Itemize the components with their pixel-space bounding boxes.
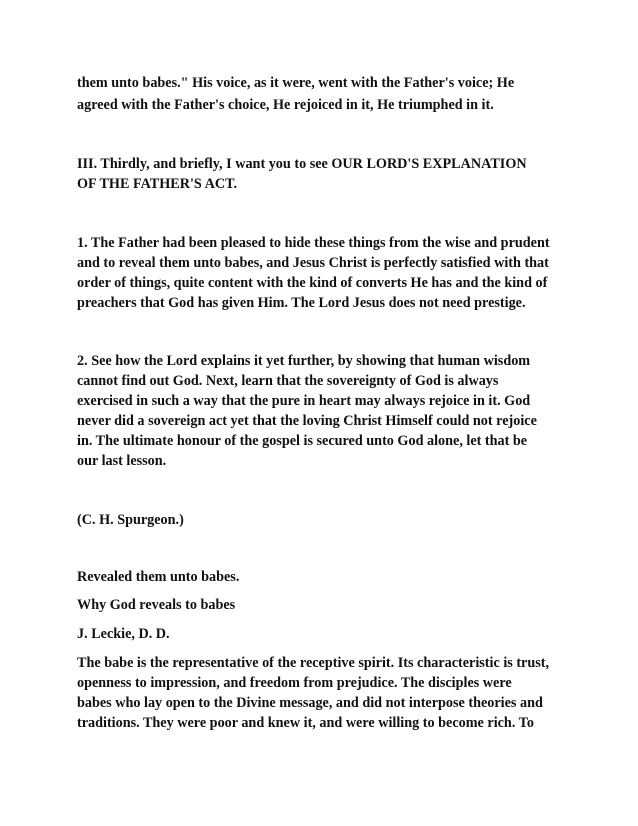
text-line: them unto babes." His voice, as it were, went with the Father's voice; He [77, 75, 515, 91]
text-line: 1. The Father had been pleased to hide these things from the wise and prudent [77, 235, 550, 251]
text-line: babes who lay open to the Divine message, and did not interpose theories and [77, 695, 543, 711]
text-line: openness to impression, and freedom from prejudice. The disciples were [77, 675, 512, 691]
text-line: agreed with the Father's choice, He rejoiced in it, He triumphed in it. [77, 97, 494, 113]
attribution: (C. H. Spurgeon.) [77, 512, 184, 528]
text-line: our last lesson. [77, 453, 167, 469]
text-line: never did a sovereign act yet that the loving Christ Himself could not rejoice [77, 413, 537, 429]
section-heading-line: III. Thirdly, and briefly, I want you to see OUR LORD'S EXPLANATION [77, 156, 527, 172]
section-text: Revealed them unto babes. [77, 569, 240, 585]
section-title: Why God reveals to babes [77, 597, 236, 613]
text-line: order of things, quite content with the kind of converts He has and the kind of [77, 275, 548, 291]
section-heading-line: OF THE FATHER'S ACT. [77, 176, 238, 192]
text-line: The babe is the representative of the receptive spirit. Its characteristic is trust, [77, 655, 550, 671]
section-author: J. Leckie, D. D. [77, 626, 170, 642]
text-line: preachers that God has given Him. The Lord Jesus does not need prestige. [77, 295, 526, 311]
text-line: in. The ultimate honour of the gospel is secured unto God alone, let that be [77, 433, 528, 449]
text-line: traditions. They were poor and knew it, and were willing to become rich. To [77, 715, 534, 731]
text-line: and to reveal them unto babes, and Jesus Christ is perfectly satisfied with that [77, 255, 549, 271]
text-line: exercised in such a way that the pure in heart may always rejoice in it. God [77, 393, 531, 409]
text-line: cannot find out God. Next, learn that the sovereignty of God is always [77, 373, 499, 389]
text-line: 2. See how the Lord explains it yet further, by showing that human wisdom [77, 353, 531, 369]
